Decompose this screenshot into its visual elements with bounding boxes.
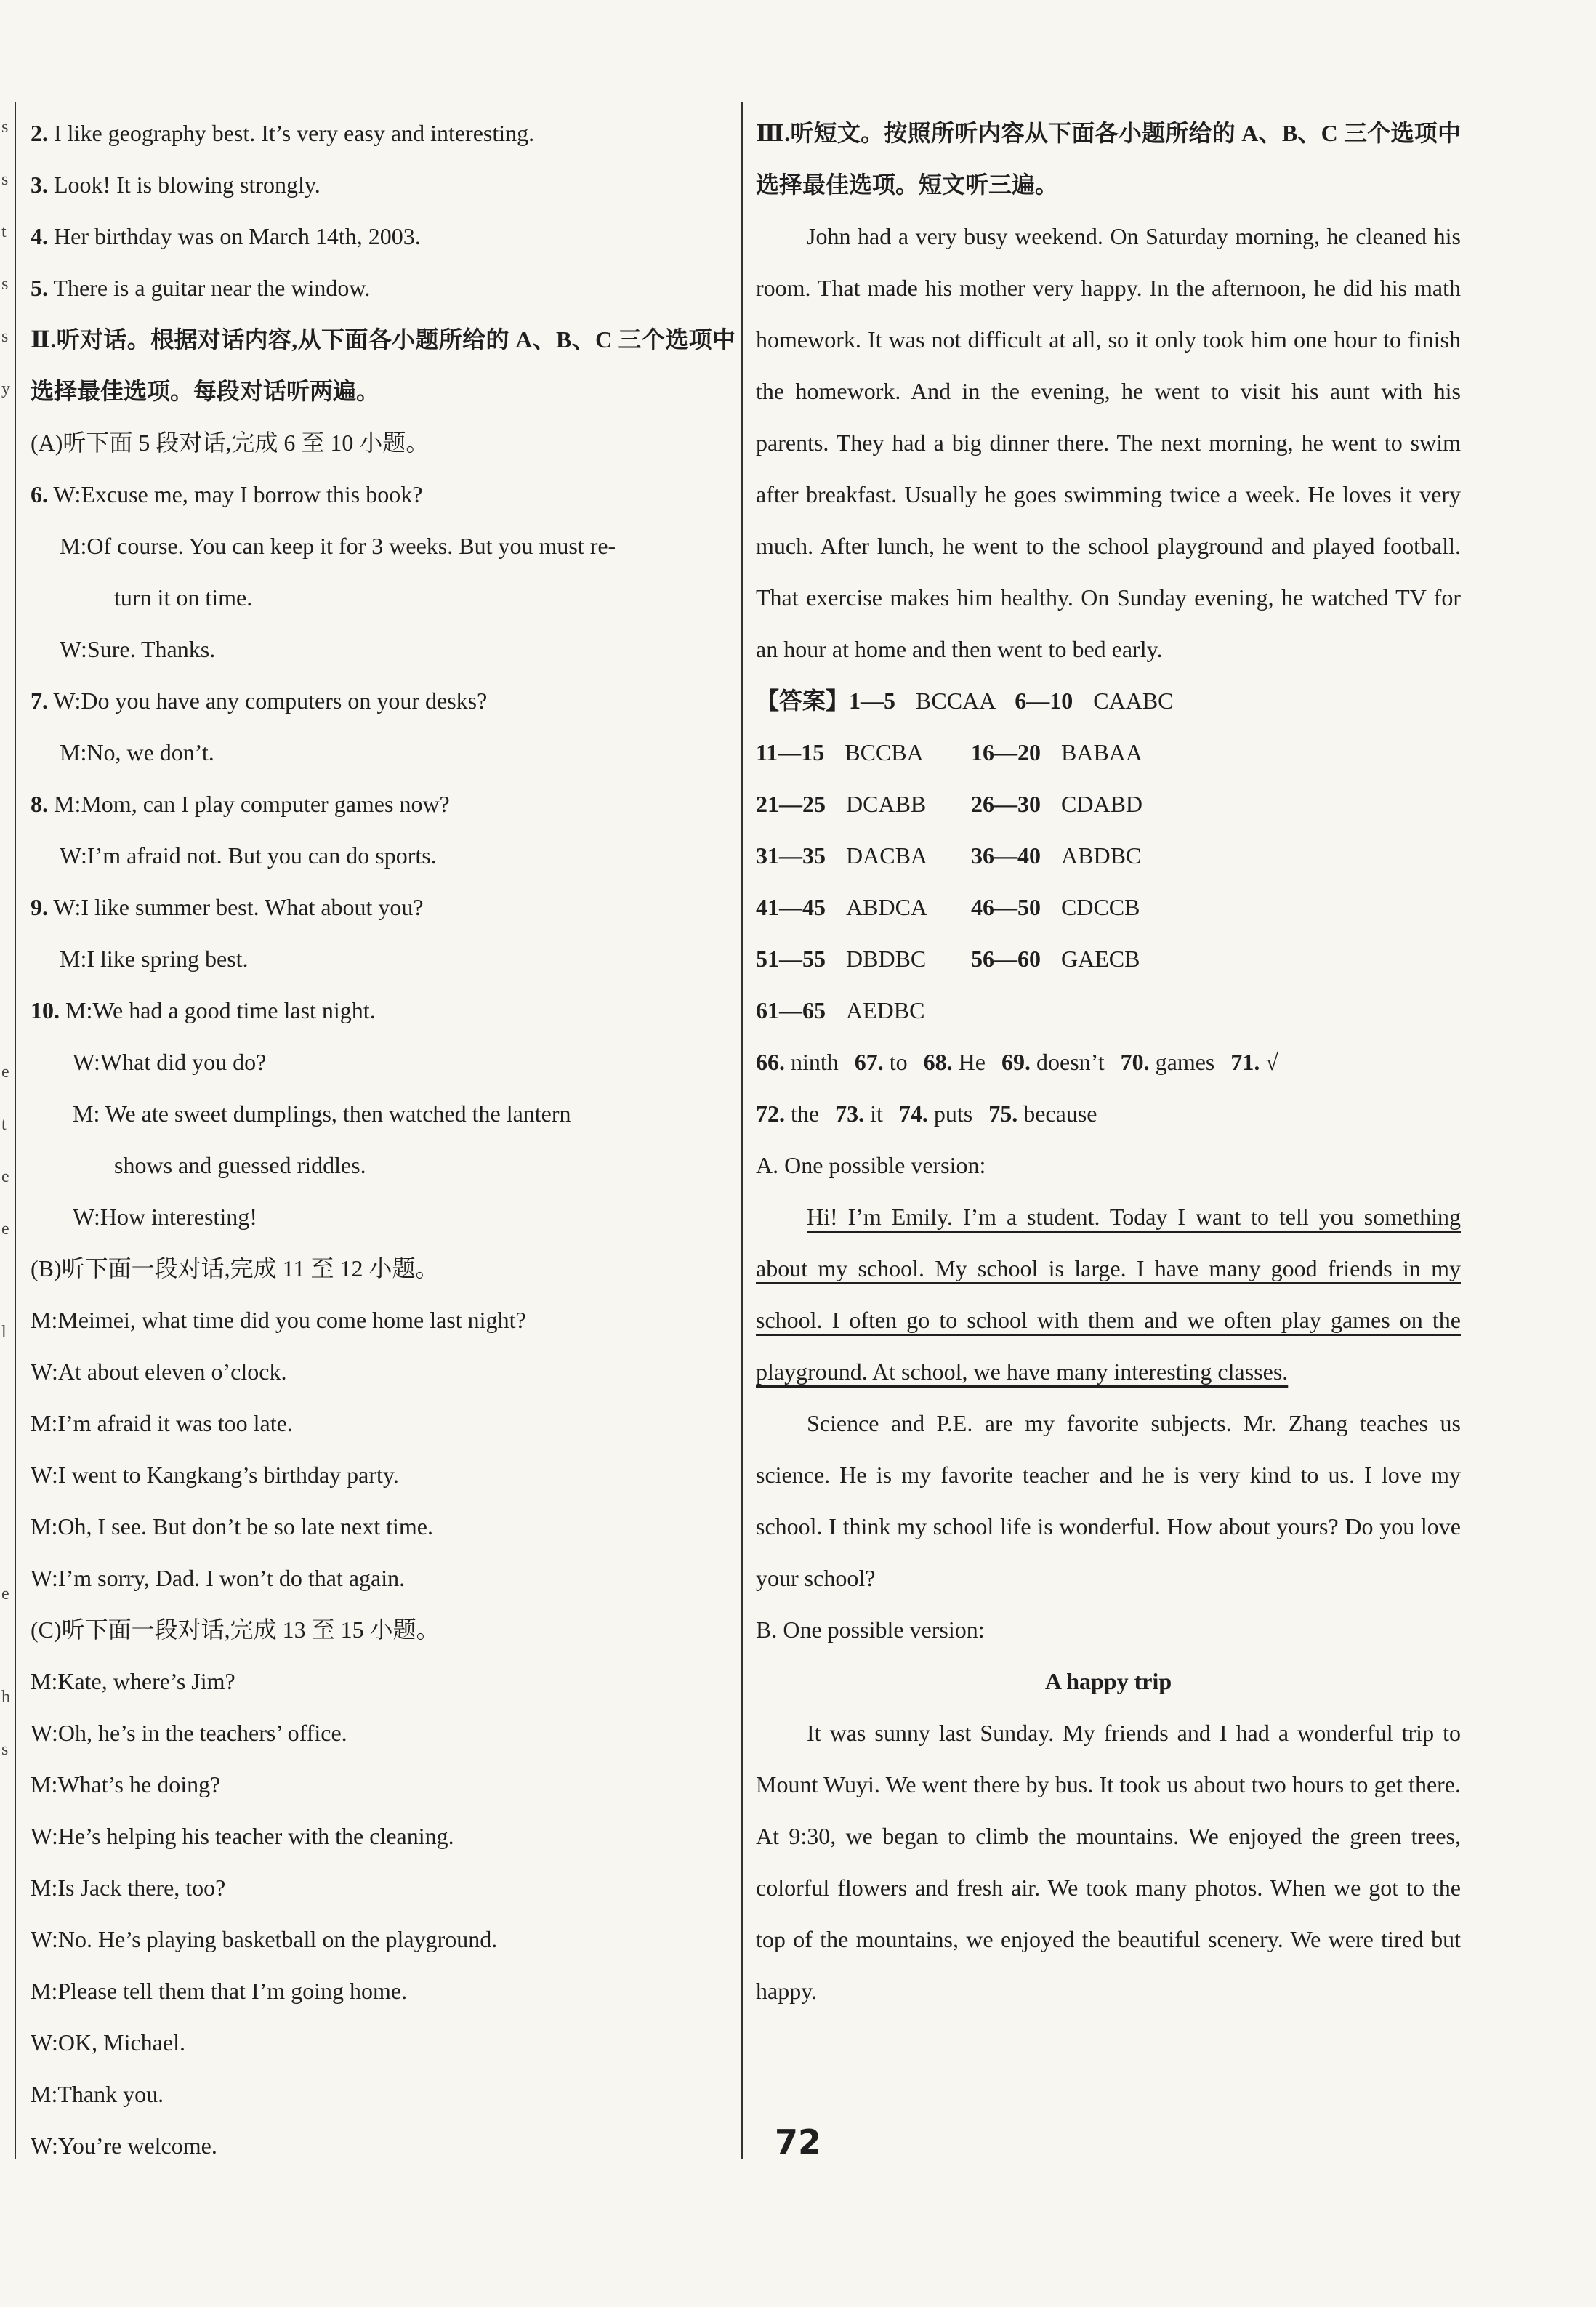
edge-letter: e: [1, 1167, 9, 1186]
fill-answer-row: 72. the 73. it 74. puts 75. because: [756, 1100, 1097, 1127]
dialog-10-line: W:How interesting!: [73, 1204, 257, 1230]
dialog-c-line: M:Is Jack there, too?: [31, 1875, 226, 1901]
section-3-heading: Ⅲ.听短文。按照所听内容从下面各小题所给的 A、B、C 三个选项中选择最佳选项。短文听三遍。: [756, 120, 1461, 198]
edge-letter: t: [1, 1115, 7, 1134]
dialog-c-line: M:Thank you.: [31, 2081, 164, 2107]
dialog-b-line: M:Oh, I see. But don’t be so late next time.: [31, 1513, 433, 1539]
answer-row: 【答案】1—5 BCCAA 6—10 CAABC: [756, 688, 1174, 714]
dialog-9-line: 9. W:I like summer best. What about you?: [31, 894, 424, 920]
edge-letter: e: [1, 1063, 9, 1082]
version-a-underlined-text: Hi! I’m Emily. I’m a student. Today I want to tell you something about my school. My school is large. I have many good friends in my school. I often go to school with them and we often play games on the playground. At school, we have many interesting classes.: [756, 1204, 1461, 1385]
column-divider: [741, 102, 743, 2159]
dialog-6-line: turn it on time.: [114, 584, 253, 611]
dialog-b-line: W:I’m sorry, Dad. I won’t do that again.: [31, 1565, 406, 1591]
dialog-7-line: 7. W:Do you have any computers on your desks?: [31, 688, 488, 714]
answer-label: 【答案】: [756, 688, 850, 714]
fill-answer-row: 66. ninth 67. to 68. He 69. doesn’t 70. games 71. √: [756, 1049, 1278, 1075]
edge-letter: l: [1, 1323, 7, 1342]
edge-letter: e: [1, 1585, 9, 1603]
right-column: [756, 108, 1461, 2017]
dialog-10-line: W:What did you do?: [73, 1049, 267, 1075]
listening-item-5: 5. There is a guitar near the window.: [31, 275, 371, 301]
dialog-7-line: M:No, we don’t.: [60, 739, 214, 765]
version-a-text: Science and P.E. are my favorite subjects. Mr. Zhang teaches us science. He is my favorite teacher and he is very kind to us. I love my school. I think my school life is wonderful. How about yours? Do you love your school?: [756, 1410, 1461, 1591]
edge-letter: s: [1, 170, 9, 189]
edge-letter: s: [1, 118, 9, 137]
edge-letter: y: [1, 379, 10, 398]
listening-item-2: 2. I like geography best. It’s very easy and interesting.: [31, 120, 535, 146]
dialog-c-line: W:No. He’s playing basketball on the playground.: [31, 1926, 498, 1952]
dialog-c-line: M:What’s he doing?: [31, 1771, 221, 1797]
answer-row: 51—55 DBDBC 56—60 GAECB: [756, 946, 1140, 972]
edge-letter: s: [1, 1740, 9, 1759]
dialog-c-line: W:OK, Michael.: [31, 2029, 185, 2056]
part-a-instruction: (A)听下面 5 段对话,完成 6 至 10 小题。: [31, 430, 430, 456]
section-2-heading: Ⅱ.听对话。根据对话内容,从下面各小题所给的 A、B、C 三个选项中选择最佳选项。每段对话听两遍。: [31, 326, 735, 404]
dialog-c-line: W:Oh, he’s in the teachers’ office.: [31, 1720, 347, 1746]
listening-passage: John had a very busy weekend. On Saturday morning, he cleaned his room. That made his mother very happy. In the afternoon, he did his math homework. It was not difficult at all, so it only took him one hour to finish the homework. And in the evening, he went to visit his aunt with his parents. They had a big dinner there. The next morning, he went to swim after breakfast. Usually he goes swimming twice a week. He loves it very much. After lunch, he went to the school playground and played football. That exercise makes him healthy. On Sunday evening, he watched TV for an hour at home and then went to bed early.: [756, 223, 1461, 662]
edge-letter: s: [1, 327, 9, 346]
edge-letter: t: [1, 222, 7, 241]
dialog-8-line: 8. M:Mom, can I play computer games now?: [31, 791, 450, 817]
essay-title: A happy trip: [1044, 1668, 1172, 1694]
dialog-b-line: M:I’m afraid it was too late.: [31, 1410, 293, 1436]
dialog-9-line: M:I like spring best.: [60, 946, 249, 972]
edge-letter: e: [1, 1220, 9, 1239]
left-column: [31, 108, 735, 2172]
dialog-8-line: W:I’m afraid not. But you can do sports.: [60, 842, 437, 869]
part-c-instruction: (C)听下面一段对话,完成 13 至 15 小题。: [31, 1616, 440, 1643]
answer-row: 31—35 DACBA 36—40 ABDBC: [756, 842, 1142, 869]
dialog-10-line: shows and guessed riddles.: [114, 1152, 366, 1178]
answer-row: 11—15 BCCBA 16—20 BABAA: [756, 739, 1143, 765]
dialog-c-line: W:He’s helping his teacher with the cleaning.: [31, 1823, 454, 1849]
dialog-b-line: M:Meimei, what time did you come home last night?: [31, 1307, 526, 1333]
dialog-c-line: M:Kate, where’s Jim?: [31, 1668, 235, 1694]
dialog-b-line: W:I went to Kangkang’s birthday party.: [31, 1462, 399, 1488]
dialog-b-line: W:At about eleven o’clock.: [31, 1358, 287, 1385]
page-number: 72: [774, 2122, 821, 2162]
dialog-c-line: W:You’re welcome.: [31, 2133, 217, 2159]
answer-row: 21—25 DCABB 26—30 CDABD: [756, 791, 1143, 817]
edge-letter: s: [1, 275, 9, 294]
part-b-instruction: (B)听下面一段对话,完成 11 至 12 小题。: [31, 1255, 439, 1281]
answer-row: 41—45 ABDCA 46—50 CDCCB: [756, 894, 1140, 920]
dialog-6-line: M:Of course. You can keep it for 3 weeks. But you must re-: [60, 533, 616, 559]
listening-item-3: 3. Look! It is blowing strongly.: [31, 172, 321, 198]
dialog-10-line: M: We ate sweet dumplings, then watched the lantern: [73, 1100, 571, 1127]
dialog-c-line: M:Please tell them that I’m going home.: [31, 1978, 408, 2004]
dialog-10-line: 10. M:We had a good time last night.: [31, 997, 376, 1023]
edge-letter: h: [1, 1688, 10, 1707]
listening-item-4: 4. Her birthday was on March 14th, 2003.: [31, 223, 421, 249]
version-b-label: B. One possible version:: [756, 1616, 985, 1643]
version-b-text: It was sunny last Sunday. My friends and I had a wonderful trip to Mount Wuyi. We went there by bus. It took us about two hours to get there. At 9:30, we began to climb the mountains. We enjoyed the green trees, colorful flowers and fresh air. We took many photos. When we got to the top of the mountains, we enjoyed the beautiful scenery. We were tired but happy.: [756, 1720, 1461, 2004]
version-a-label: A. One possible version:: [756, 1152, 986, 1178]
binding-divider: [15, 102, 16, 2159]
answer-key: [756, 675, 1461, 1140]
answer-row: 61—65 AEDBC: [756, 997, 925, 1023]
dialog-6-line: W:Sure. Thanks.: [60, 636, 216, 662]
dialog-6-line: 6. W:Excuse me, may I borrow this book?: [31, 481, 423, 507]
